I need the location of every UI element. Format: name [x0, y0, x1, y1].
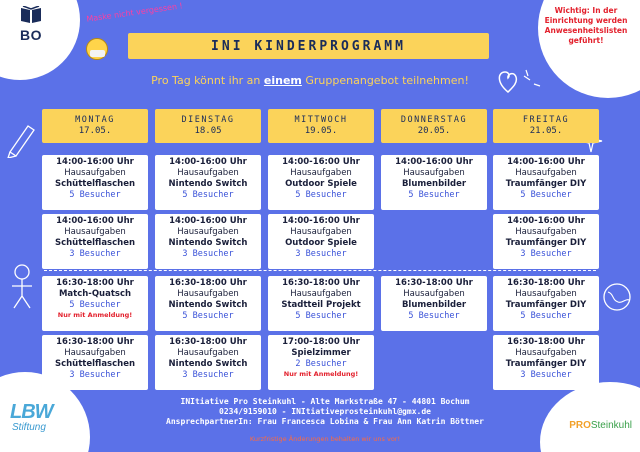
- activity-card: [381, 155, 487, 210]
- slot-time: 14:00-16:00 Uhr: [169, 157, 247, 167]
- slot-visitors: 3 Besucher: [69, 249, 121, 259]
- activity-card: [381, 276, 487, 331]
- slot-time: 14:00-16:00 Uhr: [282, 157, 360, 167]
- activity-card: [493, 214, 599, 269]
- slot-activity: Nintendo Switch: [168, 300, 248, 310]
- book-icon: [20, 6, 42, 24]
- footer-phone-email: 0234/9159010 - INItiativeprosteinkuhl@gmx.de: [219, 407, 431, 416]
- day-header-2: [268, 109, 374, 143]
- subtitle-text-after: Gruppenangebot teilnehmen!: [301, 74, 469, 87]
- slot-visitors: 5 Besucher: [182, 311, 234, 321]
- slot-visitors: 3 Besucher: [69, 370, 121, 380]
- activity-card: [493, 155, 599, 210]
- slot-activity: Traumfänger DIY: [505, 300, 587, 310]
- mask-face-icon: [86, 38, 108, 60]
- day-date: 17.05.: [78, 126, 112, 136]
- slot-time: 16:30-18:00 Uhr: [282, 278, 360, 288]
- lbw-logo: [10, 402, 70, 438]
- slot-visitors: 2 Besucher: [295, 359, 347, 369]
- day-header-3: [381, 109, 487, 143]
- slot-time: 16:30-18:00 Uhr: [169, 278, 247, 288]
- day-name: FREITAG: [522, 115, 570, 125]
- day-name: MITTWOCH: [294, 115, 348, 125]
- slot-visitors: 5 Besucher: [408, 311, 460, 321]
- heart-doodle-icon: [494, 66, 544, 96]
- slot-time: 16:30-18:00 Uhr: [507, 337, 585, 347]
- day-date: 21.05.: [529, 126, 563, 136]
- footer-contacts: AnsprechpartnerIn: Frau Francesca Lobina & Frau Ann Katrin Böttner: [166, 417, 484, 426]
- slot-time: 14:00-16:00 Uhr: [56, 216, 134, 226]
- activity-card: [268, 276, 374, 331]
- slot-homework: Hausaufgaben: [515, 289, 577, 299]
- slot-activity: Blumenbilder: [401, 300, 467, 310]
- footer-disclaimer: Kurzfristige Änderungen behalten wir uns vor!: [249, 435, 401, 443]
- slot-visitors: 5 Besucher: [182, 190, 234, 200]
- slot-activity: Spielzimmer: [291, 348, 351, 358]
- bo-logo: [16, 6, 46, 42]
- activity-card: [493, 335, 599, 390]
- slot-activity: Traumfänger DIY: [505, 238, 587, 248]
- slot-homework: Hausaufgaben: [177, 227, 239, 237]
- slot-time: 16:30-18:00 Uhr: [56, 337, 134, 347]
- slot-activity: Stadtteil Projekt: [281, 300, 361, 310]
- slot-homework: Hausaufgaben: [290, 289, 352, 299]
- activity-card: [268, 214, 374, 269]
- slot-activity: Nintendo Switch: [168, 359, 248, 369]
- slot-time: 14:00-16:00 Uhr: [395, 157, 473, 167]
- prosteinkuhl-logo: [552, 420, 632, 431]
- day-header-1: [155, 109, 261, 143]
- slot-visitors: 3 Besucher: [520, 370, 572, 380]
- activity-card: [42, 155, 148, 210]
- slot-visitors: 5 Besucher: [520, 311, 572, 321]
- slot-time: 16:30-18:00 Uhr: [169, 337, 247, 347]
- slot-homework: Hausaufgaben: [515, 348, 577, 358]
- footer-contact: [140, 397, 510, 427]
- slot-time: 16:30-18:00 Uhr: [507, 278, 585, 288]
- slot-visitors: 3 Besucher: [182, 249, 234, 259]
- day-name: DONNERSTAG: [400, 115, 468, 125]
- bo-logo-text: BO: [20, 27, 42, 43]
- lbw-logo-text: LBW: [10, 401, 53, 423]
- activity-card: [155, 214, 261, 269]
- day-date: 18.05: [194, 126, 222, 136]
- slot-homework: Hausaufgaben: [515, 227, 577, 237]
- subtitle-emphasis: einem: [263, 74, 302, 87]
- pencil-doodle-icon: [4, 118, 40, 158]
- slot-time: 14:00-16:00 Uhr: [169, 216, 247, 226]
- slot-visitors: 5 Besucher: [295, 190, 347, 200]
- slot-activity: Schüttelflaschen: [54, 179, 136, 189]
- slot-visitors: 5 Besucher: [69, 190, 121, 200]
- slot-time: 14:00-16:00 Uhr: [56, 157, 134, 167]
- slot-homework: Hausaufgaben: [64, 168, 126, 178]
- slot-note: Nur mit Anmeldung!: [283, 370, 359, 378]
- slot-homework: Hausaufgaben: [64, 227, 126, 237]
- slot-activity: Blumenbilder: [401, 179, 467, 189]
- slot-homework: Hausaufgaben: [177, 168, 239, 178]
- day-name: DIENSTAG: [181, 115, 235, 125]
- footer-address: INItiative Pro Steinkuhl - Alte Markstraße 47 - 44801 Bochum: [180, 397, 470, 406]
- slot-homework: Hausaufgaben: [515, 168, 577, 178]
- slot-activity: Match-Quatsch: [58, 289, 132, 299]
- page-title-box: [128, 33, 489, 59]
- slot-time: 14:00-16:00 Uhr: [282, 216, 360, 226]
- slot-activity: Traumfänger DIY: [505, 179, 587, 189]
- day-name: MONTAG: [75, 115, 115, 125]
- slot-time: 17:00-18:00 Uhr: [282, 337, 360, 347]
- activity-card: [155, 276, 261, 331]
- lbw-logo-subtext: Stiftung: [12, 422, 46, 433]
- slot-activity: Schüttelflaschen: [54, 359, 136, 369]
- activity-card: [42, 335, 148, 390]
- slot-activity: Traumfänger DIY: [505, 359, 587, 369]
- slot-activity: Outdoor Spiele: [285, 238, 357, 248]
- slot-visitors: 3 Besucher: [520, 249, 572, 259]
- page-subtitle: [120, 74, 500, 87]
- slot-activity: Outdoor Spiele: [285, 179, 357, 189]
- activity-card: [268, 155, 374, 210]
- slot-activity: Schüttelflaschen: [54, 238, 136, 248]
- mask-reminder: Maske nicht vergessen !: [85, 1, 184, 24]
- slot-visitors: 5 Besucher: [295, 311, 347, 321]
- activity-card: [42, 214, 148, 269]
- prosteinkuhl-rest: Steinkuhl: [590, 420, 632, 431]
- slot-homework: Hausaufgaben: [177, 348, 239, 358]
- day-date: 19.05.: [304, 126, 338, 136]
- slot-homework: Hausaufgaben: [403, 168, 465, 178]
- slot-time: 16:30-18:00 Uhr: [56, 278, 134, 288]
- day-header-0: [42, 109, 148, 143]
- slot-homework: Hausaufgaben: [177, 289, 239, 299]
- slot-time: 14:00-16:00 Uhr: [507, 157, 585, 167]
- slot-time: 16:30-18:00 Uhr: [395, 278, 473, 288]
- slot-visitors: 5 Besucher: [520, 190, 572, 200]
- important-note: Wichtig: In der Einrichtung werden Anwesenheitslisten geführt!: [544, 6, 628, 45]
- globe-doodle-icon: [600, 280, 634, 314]
- subtitle-text-before: Pro Tag könnt ihr an: [151, 74, 264, 87]
- activity-card: [42, 276, 148, 331]
- person-doodle-icon: [4, 262, 40, 312]
- slot-homework: Hausaufgaben: [403, 289, 465, 299]
- afternoon-divider: [44, 270, 596, 271]
- activity-card: [155, 335, 261, 390]
- slot-homework: Hausaufgaben: [290, 168, 352, 178]
- slot-visitors: 3 Besucher: [182, 370, 234, 380]
- slot-homework: Hausaufgaben: [64, 348, 126, 358]
- schedule-grid: [42, 109, 598, 394]
- slot-time: 14:00-16:00 Uhr: [507, 216, 585, 226]
- prosteinkuhl-pro: PRO: [569, 420, 591, 431]
- slot-activity: Nintendo Switch: [168, 238, 248, 248]
- slot-note: Nur mit Anmeldung!: [57, 311, 133, 319]
- slot-visitors: 5 Besucher: [408, 190, 460, 200]
- slot-activity: Nintendo Switch: [168, 179, 248, 189]
- slot-homework: Hausaufgaben: [290, 227, 352, 237]
- day-header-4: [493, 109, 599, 143]
- day-date: 20.05.: [417, 126, 451, 136]
- slot-visitors: 3 Besucher: [295, 249, 347, 259]
- page-title: INI KINDERPROGRAMM: [211, 38, 406, 54]
- activity-card: [268, 335, 374, 390]
- slot-visitors: 5 Besucher: [69, 300, 121, 310]
- activity-card: [155, 155, 261, 210]
- activity-card: [493, 276, 599, 331]
